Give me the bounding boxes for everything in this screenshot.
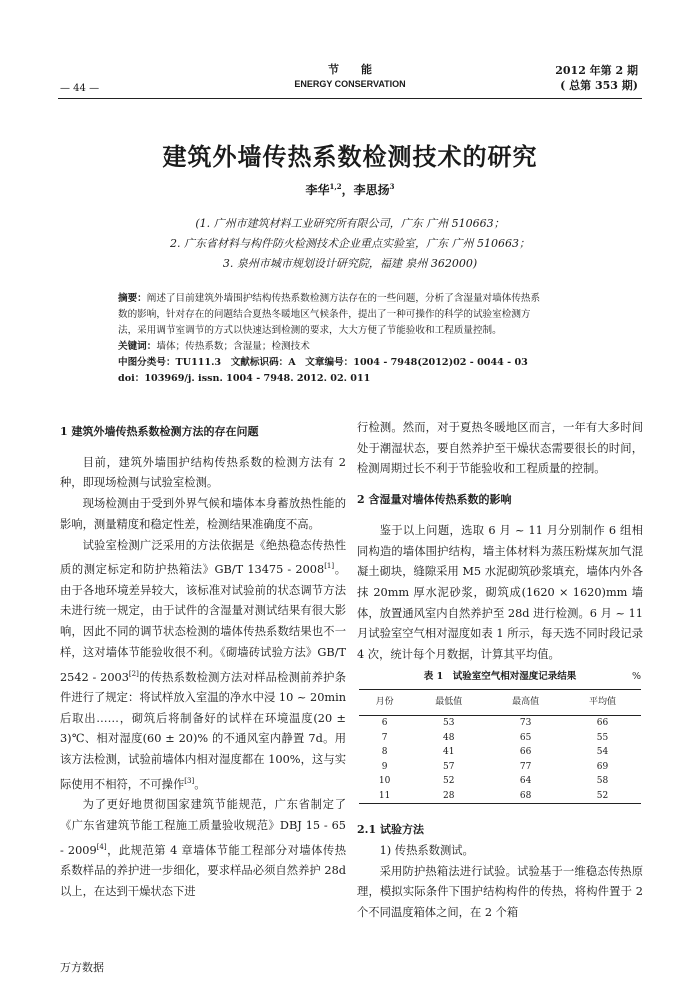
- table-row: [359, 760, 641, 775]
- table-cell: 65: [519, 732, 532, 743]
- ref-1: [1]: [324, 562, 335, 571]
- page-number: — 44 —: [60, 83, 100, 94]
- journal-name-cn: 节 能: [328, 63, 372, 76]
- table-row: [359, 731, 641, 746]
- table-cell: 52: [443, 776, 455, 787]
- paragraph-3-d: 。: [194, 777, 206, 791]
- table-cell: 8: [381, 747, 388, 758]
- table-cell: 58: [596, 776, 609, 787]
- abstract-line-1: [118, 291, 608, 307]
- table-cell: 66: [596, 718, 609, 729]
- paragraph-5: 鉴于以上问题，选取 6 月 ~ 11 月分别制作 6 组相同构造的墙体围护结构，墙主体材料为蒸压粉煤灰加气混凝土砌块，缝隙采用 M5 水泥砌筑砂浆填充，墙体内外各抹 20mm 厚水泥砂浆，砌筑成(1620 × 1620)mm 墙体，放置通风室内自然养护至 28d 进行检测。6 月 ~ 11 月试验室空气相对湿度如表 1 所示，每天选不同时段记录 4 次，统计每个月数据，计算其平均值。: [357, 523, 643, 662]
- paragraph-4-b: ，此规范第 4 章墙体节能工程部分对墙体传热系数样品的养护进一步细化，要求样品必须自然养护 28d 以上，在达到干燥状态下进: [60, 843, 346, 898]
- journal-name-en: ENERGY CONSERVATION: [294, 79, 406, 89]
- abstract-line-3: 法，采用调节室调节的方式以快速达到检测的要求，大大方便了节能验收和工程质量控制。: [118, 325, 502, 336]
- ref-3: [3]: [184, 776, 195, 785]
- paragraph-3-a: 试验室检测广泛采用的方法依据是《绝热稳态传热性质的测定标定和防护热箱法》GB/T 13475 - 2008: [60, 538, 346, 576]
- doi-line: doi：103969/j. issn. 1004 - 7948. 2012. 02. 011: [118, 373, 371, 384]
- classification-line: 中图分类号：TU111.3 文献标识码：A 文章编号：1004 - 7948(2012)02 - 0044 - 03: [118, 357, 528, 368]
- keywords-line: [118, 339, 608, 355]
- paragraph-2: 现场检测由于受到外界气候和墙体本身蓄放热性能的影响，测量精度和稳定性差，检测结果准确度不高。: [60, 497, 346, 531]
- subsection-2-1-item: 1) 传热系数测试。: [379, 843, 474, 857]
- keywords: 墙体；传热系数；含湿量；检测技术: [156, 341, 310, 352]
- col-month: 月份: [359, 690, 410, 716]
- table-cell: 28: [410, 789, 487, 804]
- table-cell: 64: [519, 776, 532, 787]
- paragraph-3-c: 的传热系数检测方法对样品检测前养护条件进行了规定：将试样放入室温的净水中浸 10 ~ 20min 后取出……，砌筑后将制备好的试样在环境温度(20 ± 3)℃、相对湿度(60 ± 20)% 的不通风室内静置 7d。用该方法检测，试验前墙体内相对湿度都在 100%，这与实际使用不相符，不可操作: [60, 670, 346, 791]
- ref-4: [4]: [96, 842, 107, 851]
- table-row: [359, 716, 641, 731]
- paragraph-continued: 行检测。然而，对于夏热冬暖地区而言，一年有大多时间处于潮湿状态，要自然养护至干燥状态需要很长的时间，检测周期过长不利于节能验收和工程质量的控制。: [357, 421, 643, 476]
- affiliation-1: (1. 广州市建筑材料工业研究所有限公司，广东 广州 510663；: [195, 217, 505, 230]
- table-cell: 57: [443, 761, 455, 772]
- paragraph-3-b: 。由于各地环境差异较大，该标准对试验前的状态调节方法未进行统一规定，由于试件的含湿量对测试结果有很大影响，因此不同的调节状态检测的墙体传热系数结果也不一样，这对墙体节能验收很不利。《砌墙砖试验方法》GB/T 2542 - 2003: [60, 562, 346, 684]
- author-1: 李华: [305, 183, 330, 197]
- header-rule: [58, 98, 642, 99]
- table-row: [359, 774, 641, 789]
- keywords-label: 关键词：: [118, 341, 157, 352]
- col-min: 最低值: [410, 690, 487, 716]
- table-row: [359, 745, 641, 760]
- left-column: [60, 422, 346, 903]
- table-cell: 7: [381, 732, 388, 743]
- paragraph-3: [60, 536, 346, 796]
- table-cell: 66: [519, 747, 532, 758]
- section-2-title: 2 含湿量对墙体传热系数的影响: [357, 493, 512, 507]
- table-cell: 53: [443, 718, 455, 729]
- table-cell: 68: [487, 789, 564, 804]
- paragraph-4: [60, 795, 346, 902]
- table-cell: 48: [443, 732, 455, 743]
- abstract-label: 摘要：: [118, 293, 147, 304]
- affiliations: [0, 214, 700, 274]
- col-avg: 平均值: [564, 690, 641, 716]
- table-cell: 10: [378, 776, 391, 787]
- paragraph-6: 采用防护热箱法进行试验。试验基于一维稳态传热原理，模拟实际条件下围护结构构件的传热，将构件置于 2 个不同温度箱体之间，在 2 个箱: [357, 864, 643, 919]
- authors: [0, 181, 700, 198]
- table-1-title: 表 1 试验室空气相对湿度记录结果: [423, 670, 577, 682]
- table-cell: 54: [596, 747, 609, 758]
- paragraph-1: 目前，建筑外墙围护结构传热系数的检测方法有 2 种，即现场检测与试验室检测。: [60, 455, 346, 490]
- paper-title: 建筑外墙传热系数检测技术的研究: [162, 142, 538, 171]
- table-1-unit: %: [631, 670, 641, 682]
- table-cell: 55: [596, 732, 609, 743]
- footer-watermark: 万方数据: [60, 962, 104, 974]
- author-2: ，李思扬: [341, 183, 390, 197]
- humidity-table: [359, 689, 641, 804]
- right-column: [357, 418, 643, 924]
- ref-2: [2]: [128, 669, 139, 678]
- author-1-affil: 1,2: [329, 182, 342, 191]
- author-2-affil: 3: [389, 182, 395, 191]
- section-1-title: 1 建筑外墙传热系数检测方法的存在问题: [60, 425, 259, 438]
- table-header-row: [359, 690, 641, 716]
- table-cell: 73: [519, 718, 532, 729]
- issue-info: [555, 63, 638, 93]
- table-cell: 6: [381, 718, 388, 729]
- col-max: 最高值: [487, 690, 564, 716]
- table-cell: 52: [564, 789, 641, 804]
- subsection-2-1-title: 2.1 试验方法: [357, 823, 424, 837]
- table-cell: 41: [443, 747, 455, 758]
- table-cell: 11: [359, 789, 410, 804]
- table-cell: 77: [519, 761, 532, 772]
- table-cell: 9: [381, 761, 388, 772]
- abstract-block: [118, 291, 608, 387]
- table-1-caption: [357, 667, 643, 688]
- abstract-text-1: 阐述了目前建筑外墙围护结构传热系数检测方法存在的一些问题，分析了含湿量对墙体传热系: [146, 293, 541, 304]
- affiliation-2: 2. 广东省材料与构件防火检测技术企业重点实验室，广东 广州 510663；: [170, 237, 530, 250]
- table-cell: 69: [596, 761, 609, 772]
- affiliation-3: 3. 泉州市城市规划设计研究院，福建 泉州 362000): [222, 257, 478, 270]
- paragraph-4-a: 为了更好地贯彻国家建筑节能规范，广东省制定了《广东省建筑节能工程施工质量验收规范》DBJ 15 - 65 - 2009: [60, 798, 346, 857]
- issue-total: ( 总第 353 期): [560, 79, 638, 92]
- table-row: [359, 789, 641, 804]
- abstract-line-2: 数的影响，针对存在的问题结合夏热冬暖地区气候条件，提出了一种可操作的科学的试验室检测方: [118, 309, 531, 320]
- issue-number: 2012 年第 2 期: [555, 64, 638, 77]
